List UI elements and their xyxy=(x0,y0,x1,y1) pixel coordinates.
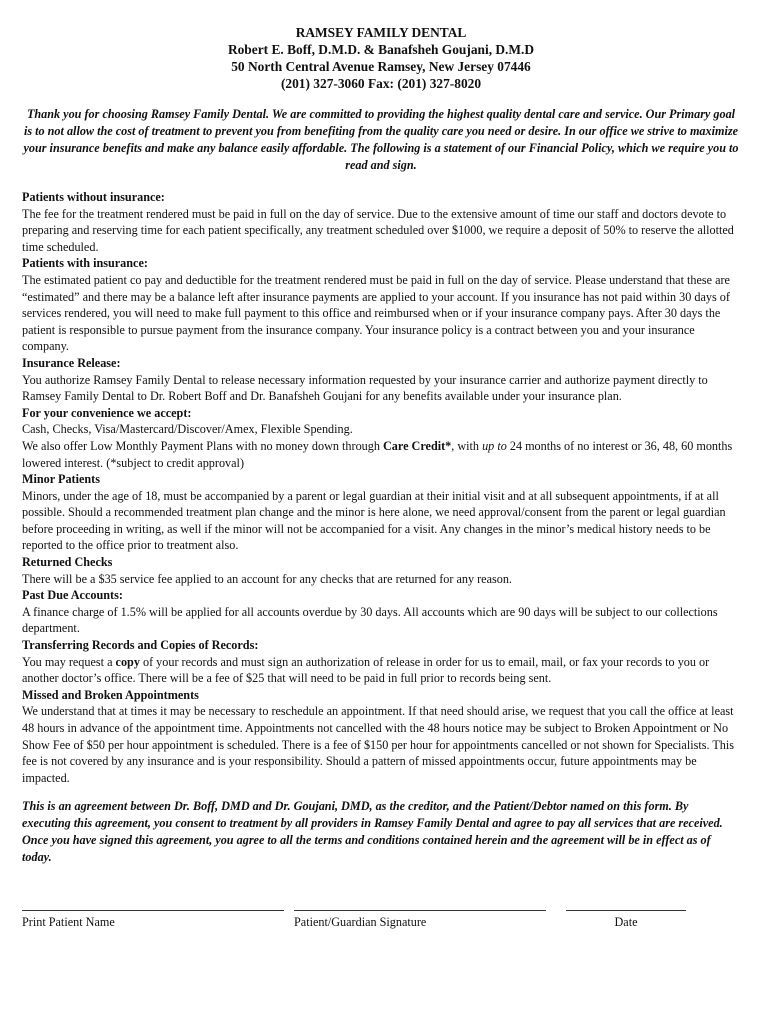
section-text: A finance charge of 1.5% will be applied for all accounts overdue by 30 days. All accounts which are 90 days will be subject to our collections department. xyxy=(22,604,718,636)
care-credit: Care Credit* xyxy=(383,438,452,453)
practice-name: RAMSEY FAMILY DENTAL xyxy=(295,25,467,40)
plans-text: , with xyxy=(451,438,483,453)
date-field[interactable] xyxy=(566,900,686,930)
section-no-insurance xyxy=(22,189,740,255)
section-text: You authorize Ramsey Family Dental to release necessary information requested by your insurance carrier and authorize payment directly to Ramsey Family Dental to Dr. Robert Boff and Dr. Banafsheh Goujani for any benefits available under your insurance plan. xyxy=(22,372,708,404)
section-title: Patients with insurance: xyxy=(22,256,148,271)
section-title: Patients without insurance: xyxy=(22,190,165,204)
doctor-names: Robert E. Boff, D.M.D. & Banafsheh Goujani, D.M.D xyxy=(227,42,535,57)
section-insurance-release xyxy=(22,355,740,405)
section-title: For your convenience we accept: xyxy=(22,405,192,420)
section-title: Transferring Records and Copies of Records: xyxy=(22,638,259,653)
section-text: The estimated patient co pay and deductible for the treatment rendered must be paid in full on the day of service. Please understand that these are “estimated” and there may be a balance left after insurance payments are applied to your account. If you insurance has not paid within 30 days of services rendered, you will need to make full payment to this office and reimbursed when or if your insurance company pays. After 30 days the patient is responsible to pursue payment from the insurance company. Your insurance policy is a contract between you and your insurance company. xyxy=(22,272,730,354)
section-text xyxy=(22,654,740,687)
records-text: You may request a xyxy=(22,654,116,669)
section-text: Minors, under the age of 18, must be accompanied by a parent or legal guardian at their initial visit and at all subsequent appointments, if at all possible. Should a recommended treatment plan change and the minor is here alone, we need approval/consent from the parent or legal guardian before proceeding in writing, as well if the minor will not be accompanied for a visit. Any changes in the minor’s medical history needs to be reported to the office prior to treatment also. xyxy=(22,488,726,553)
signature-line[interactable] xyxy=(22,900,284,911)
signature-line[interactable] xyxy=(566,900,686,911)
print-name-label: Print Patient Name xyxy=(22,915,115,929)
section-title: Minor Patients xyxy=(22,472,100,487)
plans-emphasis: up to xyxy=(482,438,507,453)
date-label: Date xyxy=(614,915,638,929)
plans-text: We also offer Low Monthly Payment Plans with no money down through xyxy=(22,438,383,453)
section-missed-appointments xyxy=(22,687,740,787)
signature-row xyxy=(22,900,740,940)
section-payment-methods xyxy=(22,405,740,471)
signature-field[interactable] xyxy=(294,900,546,930)
letterhead xyxy=(22,24,740,92)
section-title: Past Due Accounts: xyxy=(22,588,123,603)
section-title: Insurance Release: xyxy=(22,355,121,370)
section-text: We understand that at times it may be necessary to reschedule an appointment. If that need should arise, we request that you call the office at least 48 hours in advance of the appointment time. Appointments not cancelled with the 48 hours notice may be subject to Broken Appointment or No Show Fee of $50 per hour appointment is scheduled. There is a fee of $150 per hour for appointments cancelled or not shown for Specialists. This fee is not covered by any insurance and is your responsibility. Should a pattern of missed appointments occur, future appointments may be impacted. xyxy=(22,704,735,785)
section-records xyxy=(22,637,740,687)
signature-line[interactable] xyxy=(294,900,546,911)
section-title: Returned Checks xyxy=(22,555,113,570)
payment-methods: Cash, Checks, Visa/Mastercard/Discover/Amex, Flexible Spending. xyxy=(22,422,353,437)
section-text: There will be a $35 service fee applied to an account for any checks that are returned for any reason. xyxy=(22,571,512,586)
plans-text: 24 months of no interest or 36, 48, 60 months lowered interest. (*subject to credit approval) xyxy=(22,438,733,470)
section-title: Missed and Broken Appointments xyxy=(22,687,199,702)
records-copy: copy xyxy=(115,654,140,669)
practice-address: 50 North Central Avenue Ramsey, New Jersey 07446 xyxy=(231,59,531,74)
section-text: The fee for the treatment rendered must be paid in full on the day of service. Due to the extensive amount of time our staff and doctors devote to preparing and reserving time for each patient specifically, any treatment scheduled over $1000, we require a deposit of 50% to reserve the allotted time scheduled. xyxy=(22,206,734,254)
financial-policy-document xyxy=(22,24,740,866)
section-returned-checks xyxy=(22,554,740,587)
section-with-insurance xyxy=(22,255,740,355)
records-text: of your records and must sign an authorization of release in order for us to email, mail, or fax your records to you or another doctor’s office. There will be a fee of $25 that will need to be paid in full prior to records being sent. xyxy=(22,654,710,686)
policy-sections xyxy=(22,189,740,786)
phone-fax: (201) 327-3060 Fax: (201) 327-8020 xyxy=(280,76,482,91)
print-name-field[interactable] xyxy=(22,900,284,930)
section-past-due xyxy=(22,587,740,637)
payment-plans xyxy=(22,438,740,471)
intro-statement: Thank you for choosing Ramsey Family Dental. We are committed to providing the highest quality dental care and service. Our Primary goal is to not allow the cost of treatment to prevent you from benefiting from the quality care you need or desire. In our office we strive to maximize your insurance benefits and make any balance easily affordable. The following is a statement of our Financial Policy, which we require you to read and sign. xyxy=(23,107,739,172)
agreement-statement: This is an agreement between Dr. Boff, DMD and Dr. Goujani, DMD, as the creditor, and the Patient/Debtor named on this form. By executing this agreement, you consent to treatment by all providers in Ramsey Family Dental and agree to pay all services that are received. Once you have signed this agreement, you agree to all the terms and conditions contained herein and the agreement will be in effect as of today. xyxy=(22,799,723,865)
signature-label: Patient/Guardian Signature xyxy=(294,915,427,929)
section-minor-patients xyxy=(22,471,740,554)
